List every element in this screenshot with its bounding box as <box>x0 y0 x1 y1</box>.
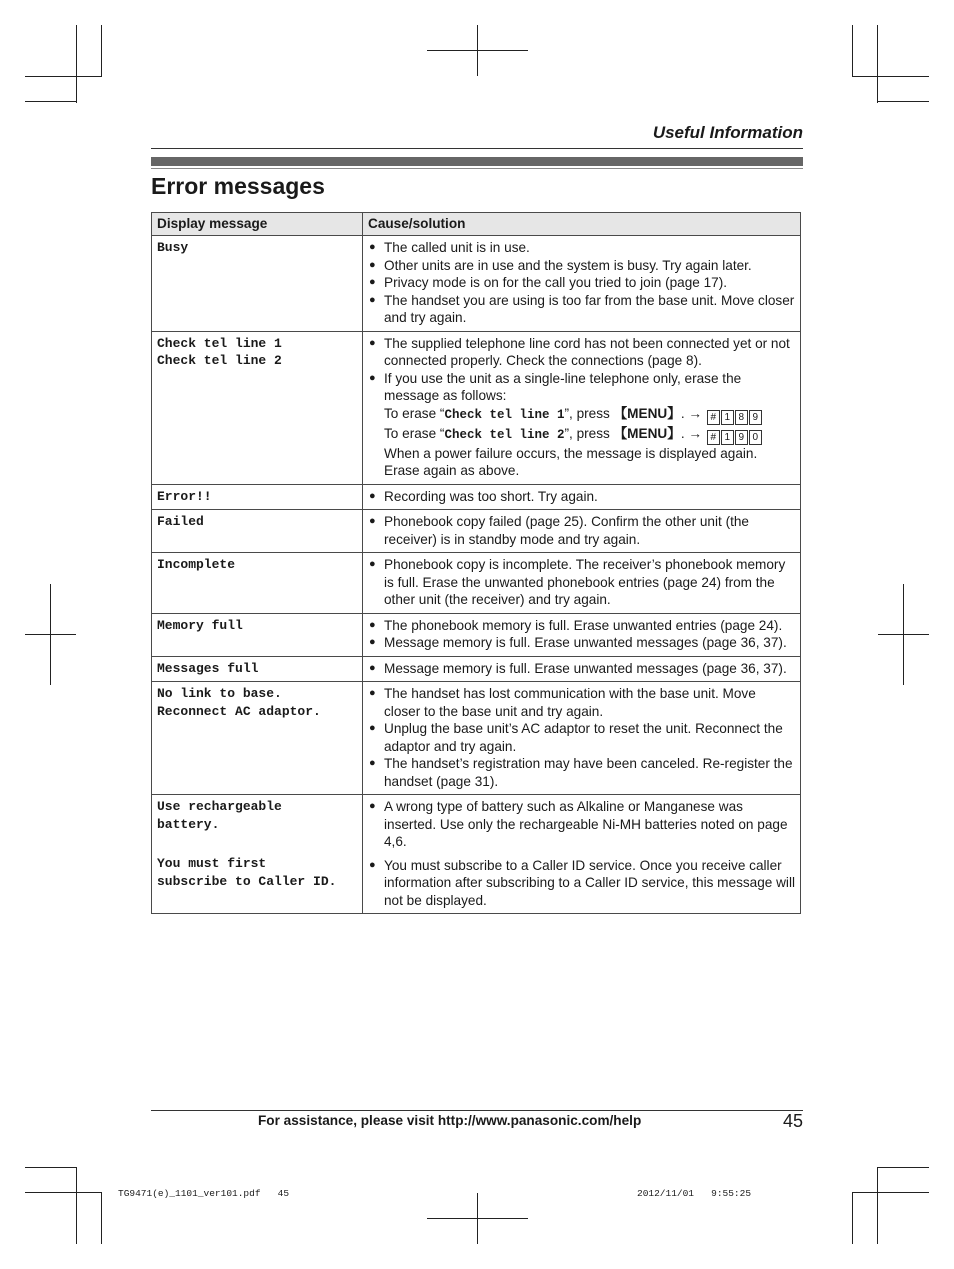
erase-text: To erase “ <box>384 405 445 421</box>
display-message: Error!! <box>157 488 212 504</box>
display-message-cell <box>152 613 363 656</box>
key-1: 1 <box>721 410 734 425</box>
crop-mark <box>877 1167 878 1244</box>
crop-mark <box>877 25 878 103</box>
print-slug-file: TG9471(e)_1101_ver101.pdf 45 <box>118 1188 290 1199</box>
crop-mark <box>877 1167 929 1168</box>
cause-cell <box>363 236 801 332</box>
table-row <box>152 331 801 484</box>
display-message-cell <box>152 484 363 510</box>
display-message: You must first <box>157 856 267 871</box>
erase-text: ”, press <box>564 405 614 421</box>
column-header: Cause/solution <box>363 213 801 236</box>
list-item: ● Privacy mode is on for the call you tried to join (page 17). <box>368 274 795 292</box>
power-failure-note: When a power failure occurs, the message is displayed again. Erase again as above. <box>384 445 758 478</box>
list-item: ● Message memory is full. Erase unwanted messages (page 36, 37). <box>368 634 795 652</box>
list-item: ● The phonebook memory is full. Erase unwanted entries (page 24). <box>368 617 795 635</box>
arrow: . → <box>680 405 706 421</box>
display-message: Incomplete <box>157 557 236 572</box>
display-message-cell <box>152 331 363 484</box>
key-9: 9 <box>735 430 748 445</box>
menu-key: 【MENU】 <box>613 425 681 441</box>
display-message: Memory full <box>157 617 243 633</box>
key-hash: # <box>707 410 720 425</box>
display-message: Busy <box>157 240 189 255</box>
section-label: Useful Information <box>652 123 803 142</box>
crop-mark <box>878 634 929 635</box>
display-message: Check tel line 1 <box>157 335 282 351</box>
crop-mark <box>852 1192 853 1244</box>
crop-mark <box>101 25 102 77</box>
page-number: 45 <box>782 1111 803 1131</box>
display-message: Check tel line 2 <box>157 353 282 368</box>
erase-text: To erase “ <box>384 425 445 441</box>
table-row <box>152 553 801 614</box>
cause-cell <box>363 510 801 553</box>
cause-cell <box>363 656 801 682</box>
print-slug-date: 2012/11/01 9:55:25 <box>637 1188 752 1199</box>
crop-mark <box>25 1167 77 1168</box>
cause-cell <box>363 553 801 614</box>
table-row <box>152 236 801 332</box>
key-1: 1 <box>721 430 734 445</box>
table-row <box>152 510 801 553</box>
display-message-cell <box>152 510 363 553</box>
crop-mark <box>25 76 102 77</box>
key-0: 0 <box>749 430 762 445</box>
list-item: ● The supplied telephone line cord has not been connected yet or not connected properly. Check the connections (page 8). <box>368 335 795 370</box>
cause-cell <box>363 613 801 656</box>
display-message: Reconnect AC adaptor. <box>157 703 321 719</box>
crop-mark <box>877 101 929 102</box>
crop-mark <box>427 50 528 51</box>
display-message-cell <box>152 682 363 795</box>
crop-mark <box>427 1218 528 1219</box>
display-message: battery. <box>157 816 220 832</box>
display-message-cell <box>152 656 363 682</box>
display-message: Failed <box>157 514 204 529</box>
display-message: subscribe to Caller ID. <box>157 873 337 889</box>
list-item: ● The handset’s registration may have been canceled. Re-register the handset (page 31). <box>368 755 795 790</box>
list-item-text: If you use the unit as a single-line telephone only, erase the message as follows: <box>384 370 742 403</box>
key-8: 8 <box>735 410 748 425</box>
crop-mark <box>76 1167 77 1244</box>
inline-message: Check tel line 2 <box>444 427 565 442</box>
column-header: Display message <box>152 213 363 236</box>
list-item: ● Phonebook copy is incomplete. The receiver’s phonebook memory is full. Erase the unwanted phonebook entries (page 24) from the other unit (the receiver) and try again. <box>368 556 795 609</box>
list-item: ● The handset you are using is too far from the base unit. Move closer and try again. <box>368 292 795 327</box>
key-hash: # <box>707 430 720 445</box>
display-message: No link to base. <box>157 686 282 701</box>
list-item <box>368 370 795 480</box>
assistance-text: For assistance, please visit http://www.panasonic.com/help <box>258 1113 642 1128</box>
list-item: ● The called unit is in use. <box>368 239 795 257</box>
inline-message: Check tel line 1 <box>444 407 565 422</box>
list-item: ● Unplug the base unit’s AC adaptor to reset the unit. Reconnect the adaptor and try again. <box>368 720 795 755</box>
table-row <box>152 682 801 795</box>
crop-mark <box>852 1192 929 1193</box>
cause-cell <box>363 682 801 795</box>
title-bar <box>151 157 803 166</box>
erase-instruction <box>384 425 795 445</box>
footer-rule <box>151 1110 803 1111</box>
display-message-cell <box>152 553 363 614</box>
page-title: Error messages <box>151 173 325 199</box>
crop-mark <box>76 25 77 103</box>
display-message: Messages full <box>157 660 259 676</box>
table-header-row <box>152 213 801 236</box>
list-item: ● Phonebook copy failed (page 25). Confirm the other unit (the receiver) is in standby mode and try again. <box>368 513 795 548</box>
cause-cell <box>363 484 801 510</box>
crop-mark <box>101 1192 102 1244</box>
crop-mark <box>25 1192 102 1193</box>
crop-mark <box>852 25 853 77</box>
table-row <box>152 656 801 682</box>
list-item: ● A wrong type of battery such as Alkaline or Manganese was inserted. Use only the rechargeable Ni-MH batteries noted on page 4,6. <box>368 798 795 851</box>
table-row <box>152 613 801 656</box>
list-item: ● The handset has lost communication with the base unit. Move closer to the base unit and try again. <box>368 685 795 720</box>
key-9: 9 <box>749 410 762 425</box>
cause-cell <box>363 795 801 914</box>
list-item: ● Other units are in use and the system is busy. Try again later. <box>368 257 795 275</box>
crop-mark <box>25 101 77 102</box>
title-bar-underline <box>151 168 803 169</box>
display-message-cell <box>152 795 363 914</box>
erase-text: ”, press <box>564 425 614 441</box>
list-item: ● Recording was too short. Try again. <box>368 488 795 506</box>
display-message-cell <box>152 236 363 332</box>
header-rule <box>151 148 803 149</box>
crop-mark <box>852 76 929 77</box>
error-messages-table <box>151 212 801 914</box>
arrow: . → <box>680 425 706 441</box>
erase-instruction <box>384 405 795 425</box>
crop-mark <box>25 634 76 635</box>
spacer <box>157 833 357 855</box>
display-message: Use rechargeable <box>157 799 282 814</box>
menu-key: 【MENU】 <box>613 405 681 421</box>
table-row <box>152 795 801 914</box>
list-item: ● You must subscribe to a Caller ID service. Once you receive caller information after subscribing to a Caller ID service, this message will not be displayed. <box>368 857 795 910</box>
table-row <box>152 484 801 510</box>
cause-cell <box>363 331 801 484</box>
list-item: ● Message memory is full. Erase unwanted messages (page 36, 37). <box>368 660 795 678</box>
